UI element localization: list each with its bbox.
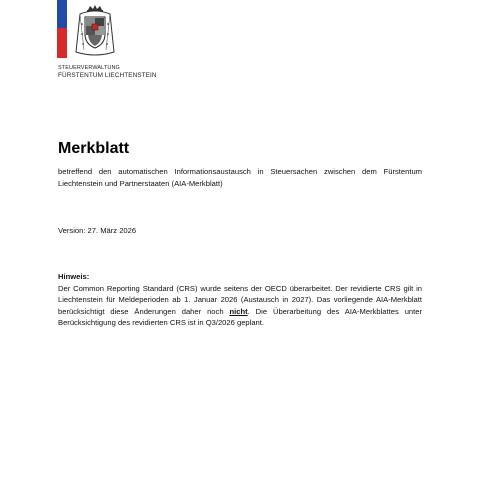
authority-line-1: STEUERVERWALTUNG (58, 65, 120, 71)
flag-red-stripe (57, 28, 67, 58)
document-title: Merkblatt (58, 140, 130, 157)
notice-block (58, 271, 422, 329)
notice-text-after: . Die Überarbeitung des AIA-Merkblattes unter Berücksichtigung des revidierten CRS ist in Q3/2026 geplant. (58, 306, 422, 327)
liechtenstein-coat-of-arms-icon (74, 4, 116, 60)
issuing-authority (58, 64, 157, 80)
notice-emphasis: nicht (229, 306, 248, 316)
flag-blue-stripe (57, 0, 67, 28)
notice-label: Hinweis: (58, 272, 90, 281)
notice-text-before: Der Common Reporting Standard (CRS) wurde seitens der OECD überarbeitet. Der revidierte CRS gilt in Liechtenstein für Meldeperioden ab 1. Januar 2026 (Austausch in 2027). Das vorliegende AIA-Merkblatt berücksichtigt diese Änderungen daher noch (58, 283, 422, 316)
authority-line-2: FÜRSTENTUM LIECHTENSTEIN (58, 72, 157, 79)
national-flag-bar (57, 0, 67, 58)
document-subtitle: betreffend den automatischen Informationsaustausch in Steuersachen zwischen dem Fürstentum Liechtenstein und Partnerstaaten (AIA-Merkblatt) (58, 167, 422, 188)
document-version: Version: 27. März 2026 (58, 226, 137, 235)
